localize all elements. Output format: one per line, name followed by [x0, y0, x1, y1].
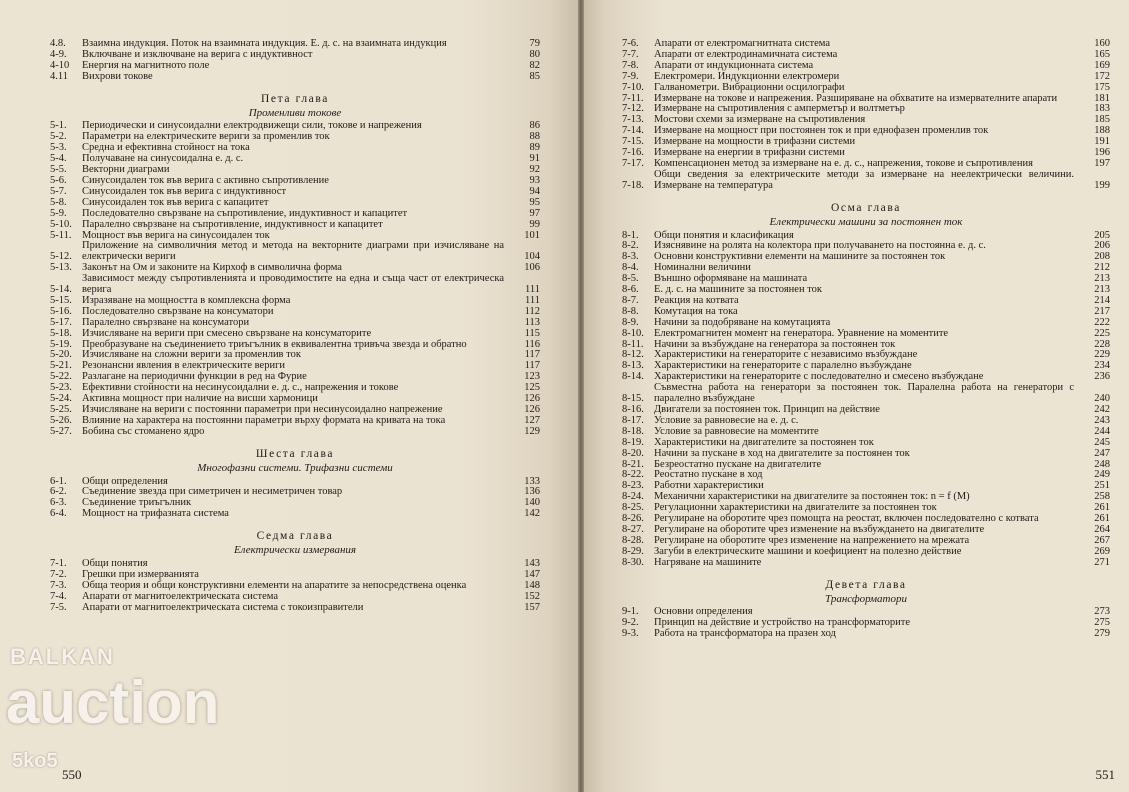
section-title: Мощност във верига на синусоидален ток — [82, 229, 270, 241]
section-number: 8-10. — [622, 327, 644, 339]
page-number: 126 — [524, 404, 540, 415]
page-number: 117 — [524, 349, 540, 361]
page-number: 101 — [524, 229, 540, 241]
section-title: Параметри на електрическите вериги за променлив ток — [82, 131, 330, 143]
toc-entry — [50, 72, 540, 83]
section-number: 8-30. — [622, 556, 644, 568]
chapter-heading: Девета глава — [825, 578, 907, 591]
page-number: 261 — [1094, 502, 1110, 514]
section-number: 8-28. — [622, 534, 644, 546]
section-number: 5-5. — [50, 164, 67, 176]
chapter-heading: Осма глава — [831, 201, 901, 214]
section-title: Синусоидален ток във верига с индуктивност — [82, 185, 287, 197]
section-title: Паралелно свързване на консуматори — [82, 316, 250, 328]
section-number: 8-3. — [622, 251, 639, 263]
section-title: Синусоидален ток във верига с активно съпротивление — [82, 174, 329, 186]
section-number: 8-19. — [622, 436, 644, 448]
page-number: 264 — [1094, 523, 1110, 535]
section-number: 7-7. — [622, 48, 639, 60]
section-title: Приложение на символичния метод и метода на векторните диаграми при изчисляване на електрически вериги — [82, 240, 504, 263]
section-number: 5-20. — [50, 349, 72, 361]
section-number: 8-15. — [622, 393, 644, 405]
page-number: 111 — [525, 294, 540, 306]
section-title: Безреостатно пускане на двигателите — [654, 458, 822, 470]
page-number: 183 — [1094, 103, 1110, 115]
page-number: 127 — [524, 414, 540, 426]
page-number: 251 — [1094, 480, 1110, 492]
page-number: 267 — [1094, 534, 1110, 546]
section-title: Регулиране на оборотите чрез изменение на напрежението на мрежата — [654, 534, 970, 546]
section-number: 5-11. — [50, 229, 72, 241]
section-number: 7-3. — [50, 579, 67, 591]
section-title: Мощност на трифазната система — [82, 508, 229, 520]
section-title: Измерване на мощности в трифазни системи — [654, 136, 856, 148]
section-title: Изчисляване на вериги при смесено свързване на консуматорите — [82, 327, 372, 339]
section-number: 5-9. — [50, 207, 67, 219]
section-title: Взаимна индукция. Поток на взаимната индукция. Е. д. с. на взаимната индукция — [82, 38, 447, 49]
page-number: 169 — [1094, 59, 1110, 71]
page-number: 94 — [529, 185, 540, 197]
watermark-mark: 5ko5 — [12, 750, 58, 772]
toc-entry — [50, 592, 540, 603]
toc-entry — [50, 603, 540, 614]
section-title: Начини за възбуждане на генератора за постоянен ток — [654, 338, 896, 350]
page-number: 112 — [524, 305, 540, 317]
page-number: 133 — [524, 475, 540, 487]
section-title: Включване и изключване на верига с индуктивност — [82, 48, 313, 60]
page-number: 111 — [525, 284, 540, 296]
section-title: Основни конструктивни елементи на машините за постоянен ток — [654, 251, 946, 263]
section-title: Характеристики на генераторите с последователно и смесено възбуждане — [654, 371, 984, 383]
toc-entry — [50, 329, 540, 340]
section-number: 5-16. — [50, 305, 72, 317]
section-number: 7-12. — [622, 103, 644, 115]
toc-entry — [622, 72, 1110, 83]
section-title: Номинални величини — [654, 262, 751, 274]
section-number: 8-6. — [622, 284, 639, 296]
page-number: 196 — [1094, 147, 1110, 159]
page-number: 269 — [1094, 545, 1110, 557]
page-number: 205 — [1094, 229, 1110, 241]
page-number: 191 — [1094, 136, 1110, 148]
page-number: 93 — [529, 174, 540, 186]
page-number: 199 — [1094, 179, 1110, 191]
section-title: Измерване на енергии в трифазни системи — [654, 147, 845, 159]
section-number: 5-19. — [50, 338, 72, 350]
chapter-title: Електрически измервания — [233, 544, 357, 557]
section-number: 6-2. — [50, 486, 67, 498]
section-title: Апарати от индукционната система — [654, 59, 814, 71]
section-title: Преобразуване на съединението триъгълник в еквивалентна тривъча звезда и обратно — [82, 338, 467, 350]
section-number: 5-3. — [50, 142, 67, 154]
page-number: 91 — [529, 153, 540, 165]
page-number: 213 — [1094, 273, 1110, 285]
section-title: Работни характеристики — [654, 480, 764, 492]
section-number: 8-8. — [622, 305, 639, 317]
section-title: Изразяване на мощността в комплексна форма — [82, 294, 291, 306]
section-number: 7-16. — [622, 147, 644, 159]
section-number: 5-22. — [50, 371, 72, 383]
page-number: 116 — [524, 338, 540, 350]
section-number: 8-22. — [622, 469, 644, 481]
page-number: 85 — [529, 70, 540, 82]
section-number: 7-14. — [622, 125, 644, 137]
page-number: 143 — [524, 557, 540, 569]
section-number: 8-18. — [622, 425, 644, 437]
toc-entry — [622, 83, 1110, 94]
section-number: 7-2. — [50, 568, 67, 580]
section-number: 6-4. — [50, 508, 67, 520]
section-number: 7-10. — [622, 81, 644, 93]
section-number: 8-9. — [622, 316, 639, 328]
section-title: Апарати от електромагнитната система — [654, 38, 830, 49]
section-number: 7-17. — [622, 157, 644, 169]
page-number: 242 — [1094, 404, 1110, 415]
section-number: 4-10 — [50, 59, 70, 71]
right-page-contents — [622, 39, 1110, 640]
toc-entry — [50, 274, 540, 296]
page-number: 88 — [529, 131, 540, 143]
page-number: 206 — [1094, 240, 1110, 252]
section-title: Начини за пускане в ход на двигателите за постоянен ток — [654, 447, 910, 459]
page-number: 273 — [1094, 606, 1110, 618]
section-title: Двигатели за постоянен ток. Принцип на действие — [654, 404, 880, 415]
section-number: 8-26. — [622, 513, 644, 525]
page-number: 86 — [529, 120, 540, 132]
section-number: 8-5. — [622, 273, 639, 285]
section-number: 5-10. — [50, 218, 72, 230]
section-title: Синусоидален ток във верига с капацитет — [82, 196, 269, 208]
section-number: 8-14. — [622, 371, 644, 383]
section-title: Последователно свързване на съпротивление, индуктивност и капацитет — [82, 207, 408, 219]
section-number: 8-17. — [622, 414, 644, 426]
toc-entry — [622, 383, 1110, 405]
section-title: Получаване на синусоидална е. д. с. — [82, 153, 244, 165]
page-number: 117 — [524, 360, 540, 372]
section-title: Работа на трансформатора на празен ход — [654, 628, 836, 640]
section-title: Изяснявине на ролята на колектора при получаването на постоянна е. д. с. — [654, 240, 986, 252]
section-title: Апарати от електродинамичната система — [654, 48, 838, 60]
section-title: Съединение триъгълник — [82, 497, 192, 509]
page-number: 228 — [1094, 338, 1110, 350]
section-number: 6-3. — [50, 497, 67, 509]
section-title: Външно оформяване на машината — [654, 273, 808, 285]
section-title: Активна мощност при наличие на висши хармоници — [82, 393, 318, 405]
section-number: 8-29. — [622, 545, 644, 557]
section-title: Електромери. Индукционни електромери — [654, 70, 840, 82]
section-number: 9-3. — [622, 628, 639, 640]
section-number: 8-12. — [622, 349, 644, 361]
section-number: 5-13. — [50, 262, 72, 274]
section-title: Характеристики на генераторите с независимо възбуждане — [654, 349, 918, 361]
section-number: 5-25. — [50, 404, 72, 415]
page-number: 142 — [524, 508, 540, 520]
section-number: 7-8. — [622, 59, 639, 71]
page-number: 212 — [1094, 262, 1110, 274]
section-title: Регулиране на оборотите чрез изменение на възбуждането на двигателите — [654, 523, 985, 535]
section-number: 8-20. — [622, 447, 644, 459]
page-number: 172 — [1094, 70, 1110, 82]
section-title: Общи понятия — [82, 557, 148, 569]
section-number: 5-8. — [50, 196, 67, 208]
section-title: Измерване на съпротивления с амперметър и волтметър — [654, 103, 905, 115]
page-number: 208 — [1094, 251, 1110, 263]
section-title: Механични характеристики на двигателите за постоянен ток: n = f (M) — [654, 491, 970, 503]
section-title: Основни определения — [654, 606, 753, 618]
section-title: Общи сведения за електрическите методи за измерване на неелектрически величини. Измерване на температура — [654, 168, 1074, 191]
toc-entry — [622, 558, 1110, 569]
section-title: Характеристики на генераторите с паралелно възбуждане — [654, 360, 912, 372]
section-title: Средна и ефективна стойност на тока — [82, 142, 250, 154]
section-number: 5-26. — [50, 414, 72, 426]
section-title: Условие за равновесие на моментите — [654, 425, 819, 437]
section-number: 5-23. — [50, 382, 72, 394]
section-title: Изчисляване на сложни вериги за променлив ток — [82, 349, 301, 361]
section-title: Разлагане на периодични функции в ред на Фурие — [82, 371, 307, 383]
page-number: 79 — [529, 38, 540, 49]
section-number: 8-4. — [622, 262, 639, 274]
section-number: 5-17. — [50, 316, 72, 328]
page-number: 229 — [1094, 349, 1110, 361]
section-number: 5-12. — [50, 251, 72, 263]
section-number: 7-18. — [622, 179, 644, 191]
page-number: 236 — [1094, 371, 1110, 383]
chapter-heading: Пета глава — [261, 92, 329, 105]
section-number: 5-2. — [50, 131, 67, 143]
section-number: 8-7. — [622, 294, 639, 306]
section-number: 7-6. — [622, 38, 639, 49]
page-number: 104 — [524, 251, 540, 263]
toc-entry — [622, 438, 1110, 449]
page-number: 126 — [524, 393, 540, 405]
section-title: Паралелно свързване на съпротивление, индуктивност и капацитет — [82, 218, 383, 230]
watermark-brand: BALKAN — [10, 644, 115, 669]
section-number: 7-15. — [622, 136, 644, 148]
section-title: Обща теория и общи конструктивни елементи на апаратите за непосредствена оценка — [82, 579, 467, 591]
section-title: Съединение звезда при симетричен и несиметричен товар — [82, 486, 343, 498]
page-number: 244 — [1094, 425, 1110, 437]
page-number: 248 — [1094, 458, 1110, 470]
section-number: 8-25. — [622, 502, 644, 514]
section-title: Апарати от магнитоелектрическата система — [82, 590, 278, 602]
chapter-title: Трансформатори — [825, 592, 907, 605]
section-number: 8-1. — [622, 229, 639, 241]
section-number: 8-16. — [622, 404, 644, 415]
toc-entry — [622, 449, 1110, 460]
section-number: 5-15. — [50, 294, 72, 306]
section-title: Общи определения — [82, 475, 168, 487]
watermark-logo-text: auction — [6, 669, 220, 736]
section-title: Регулиране на оборотите чрез помощта на реостат, включен последователно с котвата — [654, 513, 1039, 525]
toc-entry — [50, 209, 540, 220]
section-title: Условие за равновесие на е. д. с. — [654, 414, 799, 426]
page-number: 213 — [1094, 284, 1110, 296]
page-number: 129 — [524, 425, 540, 437]
section-number: 7-5. — [50, 601, 67, 613]
page-number: 125 — [524, 382, 540, 394]
section-number: 5-1. — [50, 120, 67, 132]
page-number: 181 — [1094, 92, 1110, 104]
section-number: 8-23. — [622, 480, 644, 492]
section-title: Реостатно пускане в ход — [654, 469, 763, 481]
section-title: Векторни диаграми — [82, 164, 170, 176]
section-title: Зависимост между съпротивленията и проводимостите на една и съща част от електрическа верига — [82, 273, 504, 296]
right-page-number: 551 — [1095, 767, 1115, 782]
page-number: 222 — [1094, 316, 1110, 328]
page-number: 245 — [1094, 436, 1110, 448]
section-number: 7-13. — [622, 114, 644, 126]
section-title: Енергия на магнитното поле — [82, 59, 210, 71]
section-number: 5-24. — [50, 393, 72, 405]
page-number: 247 — [1094, 447, 1110, 459]
page-number: 99 — [529, 218, 540, 230]
page-number: 175 — [1094, 81, 1110, 93]
page-number: 243 — [1094, 414, 1110, 426]
toc-entry — [50, 509, 540, 520]
page-number: 160 — [1094, 38, 1110, 49]
section-title: Електромагнитен момент на генератора. Уравнение на моментите — [654, 327, 949, 339]
section-number: 8-24. — [622, 491, 644, 503]
section-title: Грешки при измерванията — [82, 568, 199, 580]
section-title: Вихрови токове — [82, 70, 153, 82]
section-title: Последователно свързване на консуматори — [82, 305, 274, 317]
page-number: 92 — [529, 164, 540, 176]
section-title: Изчисляване на вериги с постоянни параметри при несинусоидално напрежение — [82, 404, 443, 415]
page-number: 115 — [524, 327, 540, 339]
section-title: Бобина със стоманено ядро — [82, 425, 205, 437]
toc-entry — [50, 241, 540, 263]
section-number: 8-11. — [622, 338, 644, 350]
section-number: 6-1. — [50, 475, 67, 487]
page-number: 279 — [1094, 628, 1110, 640]
page-number: 188 — [1094, 125, 1110, 137]
page-number: 157 — [524, 601, 540, 613]
page-number: 82 — [529, 59, 540, 71]
section-title: Измерване на мощност при постоянен ток и при еднофазен променлив ток — [654, 125, 989, 137]
toc-entry — [50, 427, 540, 438]
section-title: Измерване на токове и напрежения. Разширяване на обхватите на измервателните апарати — [654, 92, 1058, 104]
section-title: Е. д. с. на машините за постоянен ток — [654, 284, 822, 296]
toc-entry — [622, 170, 1110, 192]
section-number: 7-11. — [622, 92, 644, 104]
page-number: 123 — [524, 371, 540, 383]
section-title: Периодически и синусоидални електродвижещи сили, токове и напрежения — [82, 120, 422, 132]
page-number: 148 — [524, 579, 540, 591]
section-title: Регулационни характеристики на двигателите за постоянен ток — [654, 502, 937, 514]
section-title: Резонансни явления в електрическите вериги — [82, 360, 285, 372]
page-number: 261 — [1094, 513, 1110, 525]
page-number: 185 — [1094, 114, 1110, 126]
page-number: 106 — [524, 262, 540, 274]
section-title: Влияние на характера на постоянни параметри върху формата на кривата на тока — [82, 414, 446, 426]
section-number: 5-21. — [50, 360, 72, 372]
section-title: Общи понятия и класификация — [654, 229, 794, 241]
section-title: Законът на Ом и законите на Кирхоф в символична форма — [82, 262, 342, 274]
page-number: 147 — [524, 568, 540, 580]
section-number: 8-27. — [622, 523, 644, 535]
chapter-heading: Седма глава — [256, 530, 334, 543]
page-number: 80 — [529, 48, 540, 60]
section-title: Принцип на действие и устройство на трансформаторите — [654, 617, 911, 629]
page-number: 214 — [1094, 294, 1110, 306]
section-title: Апарати от магнитоелектрическата система с токоизправители — [82, 601, 364, 613]
page-number: 217 — [1094, 305, 1110, 317]
section-title: Комутация на тока — [654, 305, 738, 317]
section-title: Компенсационен метод за измерване на е. д. с., напрежения, токове и съпротивления — [654, 157, 1033, 169]
section-number: 5-27. — [50, 425, 72, 437]
page-number: 225 — [1094, 327, 1110, 339]
section-title: Характеристики на двигателите за постоянен ток — [654, 436, 874, 448]
left-page-number: 550 — [62, 767, 82, 782]
page-number: 89 — [529, 142, 540, 154]
toc-entry — [622, 629, 1110, 640]
section-title: Реакция на котвата — [654, 294, 739, 306]
page-number: 140 — [524, 497, 540, 509]
toc-entry — [622, 329, 1110, 340]
section-title: Начини за подобряване на комутацията — [654, 316, 831, 328]
page-number: 197 — [1094, 157, 1110, 169]
section-title: Нагряване на машините — [654, 556, 762, 568]
left-page-contents — [50, 39, 540, 614]
page-number: 240 — [1094, 393, 1110, 405]
toc-entry — [50, 220, 540, 231]
section-number: 5-4. — [50, 153, 67, 165]
page-number: 152 — [524, 590, 540, 602]
section-number: 7-4. — [50, 590, 67, 602]
page-number: 275 — [1094, 617, 1110, 629]
section-title: Галванометри. Вибрационни осцилографи — [654, 81, 845, 93]
section-number: 8-13. — [622, 360, 644, 372]
page-number: 249 — [1094, 469, 1110, 481]
section-number: 8-2. — [622, 240, 639, 252]
right-page — [584, 0, 1129, 792]
section-number: 7-9. — [622, 70, 639, 82]
page-number: 113 — [524, 316, 540, 328]
section-number: 5-7. — [50, 185, 67, 197]
chapter-heading: Шеста глава — [255, 447, 335, 460]
page-number: 165 — [1094, 48, 1110, 60]
page-number: 95 — [529, 196, 540, 208]
chapter-title: Многофазни системи. Трифазни системи — [197, 461, 393, 474]
chapter-title: Променливи токове — [248, 106, 342, 119]
section-title: Съвместна работа на генератори за постоянен ток. Паралелна работа на генератори с паралелно възбуждане — [654, 382, 1074, 405]
chapter-title: Електрически машини за постоянен ток — [769, 215, 963, 228]
page-number: 258 — [1094, 491, 1110, 503]
section-number: 4.11 — [50, 70, 68, 82]
page-number: 136 — [524, 486, 540, 498]
section-number: 8-21. — [622, 458, 644, 470]
section-number: 9-2. — [622, 617, 639, 629]
section-number: 4-9. — [50, 48, 67, 60]
section-number: 5-14. — [50, 284, 72, 296]
page-number: 271 — [1094, 556, 1110, 568]
section-number: 5-6. — [50, 174, 67, 186]
page-number: 97 — [529, 207, 540, 219]
section-number: 9-1. — [622, 606, 639, 618]
section-number: 5-18. — [50, 327, 72, 339]
section-title: Мостови схеми за измерване на съпротивления — [654, 114, 866, 126]
section-title: Ефективни стойности на несинусоидални е. д. с., напрежения и токове — [82, 382, 399, 394]
section-number: 4.8. — [50, 38, 66, 49]
section-number: 7-1. — [50, 557, 67, 569]
section-title: Загуби в електрическите машини и коефициент на полезно действие — [654, 545, 962, 557]
page-number: 234 — [1094, 360, 1110, 372]
